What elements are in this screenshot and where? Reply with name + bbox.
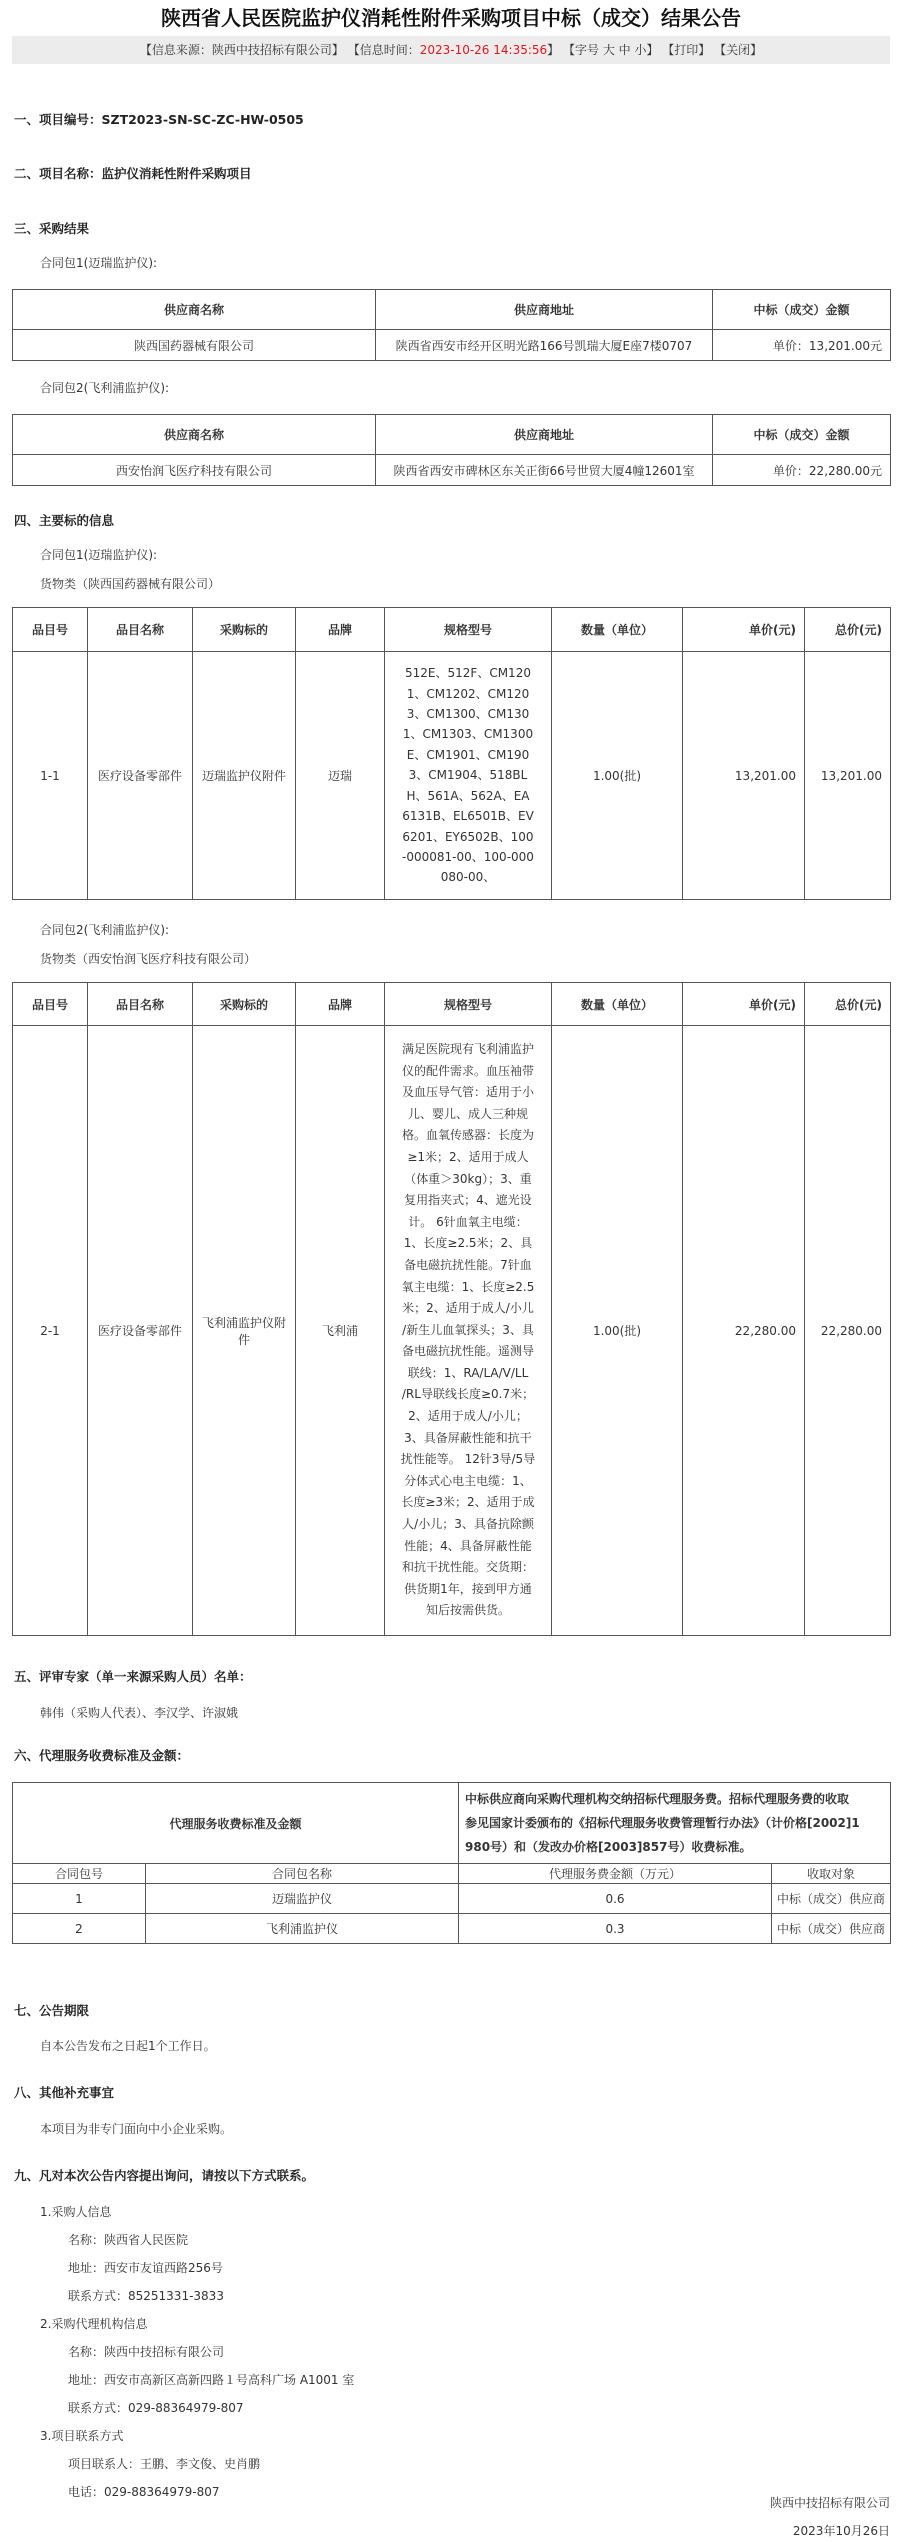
item-no: 2-1 [13, 1026, 88, 1636]
items-table-package1 [12, 607, 891, 900]
table-row [13, 455, 891, 486]
info-bar [12, 36, 890, 64]
col-target: 采购标的 [193, 608, 296, 652]
section-agency-fee: 六、代理服务收费标准及金额： [14, 1748, 190, 1763]
col-charge-target: 收取对象 [772, 1864, 891, 1884]
section-project-name: 二、项目名称：监护仪消耗性附件采购项目 [14, 166, 252, 181]
item-price: 13,201.00 [683, 652, 805, 900]
info-source: 【信息来源：陕西中技招标有限公司】 [139, 43, 344, 57]
fee-standard-text: 中标供应商向采购代理机构交纳招标代理服务费。招标代理服务费的收取 参见国家计委颁布的《招标代理服务收费管理暂行办法》（计价格[2002]1 980号）和（发改办价格[2003]857号）收费标准。 [459, 1783, 891, 1864]
col-item-name: 品目名称 [88, 608, 193, 652]
result-table-package1 [12, 289, 891, 361]
col-total: 总价(元) [805, 608, 891, 652]
agent-address: 地址：西安市高新区高新四路１号高科广场 A1001 室 [68, 2373, 355, 2387]
fee-table [12, 1782, 891, 1944]
footer-org: 陕西中技招标有限公司 [769, 2496, 890, 2510]
other-matters-text: 本项目为非专门面向中小企业采购。 [40, 2122, 233, 2136]
package2-label-items: 合同包2(飞利浦监护仪): [40, 923, 170, 937]
col-spec: 规格型号 [385, 608, 552, 652]
item-spec: 512E、512F、CM120 1、CM1202、CM120 3、CM1300、CM130 1、CM1303、CM1300 E、CM1901、CM190 3、CM1904、518BL H、561A、562A、EA 6131B、EL6501B、EV 6201、EY6502B、100 -000081-00、100-000 080-00、 [385, 652, 552, 900]
section-project-number: 一、项目编号：SZT2023-SN-SC-ZC-HW-0505 [14, 112, 304, 127]
agent-name: 名称：陕西中技招标有限公司 [68, 2345, 225, 2359]
col-brand: 品牌 [296, 608, 385, 652]
col-supplier-address: 供应商地址 [376, 415, 713, 455]
close-link[interactable]: 【关闭】 [714, 43, 763, 57]
section-main-items: 四、主要标的信息 [14, 513, 115, 528]
item-total: 22,280.00 [805, 1026, 891, 1636]
table-row: 2 飞利浦监护仪 0.3 中标（成交）供应商 [13, 1914, 891, 1944]
col-bid-amount: 中标（成交）金额 [713, 290, 891, 330]
fee-standard-label: 代理服务收费标准及金额 [13, 1783, 459, 1864]
col-supplier-address: 供应商地址 [376, 290, 713, 330]
project-contact-person: 项目联系人：王鹏、李文俊、史肖鹏 [68, 2457, 261, 2471]
col-qty: 数量（单位） [552, 608, 683, 652]
page-title: 陕西省人民医院监护仪消耗性附件采购项目中标（成交）结果公告 [161, 6, 741, 30]
print-link[interactable]: 【打印】 [662, 43, 711, 57]
result-table-package2 [12, 414, 891, 486]
item-name: 医疗设备零部件 [88, 652, 193, 900]
col-fee-amount: 代理服务费金额（万元） [459, 1864, 772, 1884]
buyer-phone: 联系方式：85251331-3833 [68, 2289, 224, 2303]
col-total: 总价(元) [805, 983, 891, 1026]
supplier-address: 陕西省西安市碑林区东关正街66号世贸大厦4幢12601室 [376, 455, 713, 486]
col-qty: 数量（单位） [552, 983, 683, 1026]
col-supplier-name: 供应商名称 [13, 290, 376, 330]
col-spec: 规格型号 [385, 983, 552, 1026]
buyer-title: 1.采购人信息 [40, 2205, 112, 2219]
agent-phone: 联系方式：029-88364979-807 [68, 2401, 244, 2415]
agent-title: 2.采购代理机构信息 [40, 2317, 148, 2331]
col-item-no: 品目号 [13, 608, 88, 652]
col-package-no: 合同包号 [13, 1864, 146, 1884]
footer-date: 2023年10月26日 [792, 2524, 890, 2538]
section-other-matters: 八、其他补充事宜 [14, 2085, 115, 2100]
item-target: 飞利浦监护仪附 件 [193, 1026, 296, 1636]
item-name: 医疗设备零部件 [88, 1026, 193, 1636]
section-experts: 五、评审专家（单一来源采购人员）名单： [14, 1669, 252, 1684]
info-time-value: 2023-10-26 14:35:56 [419, 43, 548, 57]
supplier-name: 陕西国药器械有限公司 [13, 330, 376, 361]
goods2-label: 货物类（西安怡润飞医疗科技有限公司） [40, 952, 257, 966]
bid-amount: 单价：22,280.00元 [713, 455, 891, 486]
col-bid-amount: 中标（成交）金额 [713, 415, 891, 455]
item-qty: 1.00(批) [552, 652, 683, 900]
col-price: 单价(元) [683, 983, 805, 1026]
item-brand: 迈瑞 [296, 652, 385, 900]
item-spec: 满足医院现有飞利浦监护 仪的配件需求。血压袖带 及血压导气管：适用于小 儿、婴儿、成人三种规 格。血氧传感器：长度为 ≥1米；2、适用于成人 （体重＞30kg）；3、重 复用指夹式；4、遮光设 计。 6针血氧主电缆： 1、长度≥2.5米；2、具 备电磁抗扰性能。7针血 氧主电缆：1、长度≥2.5 米；2、适用于成人/小儿 /新生儿血氧探头；3、具 备电磁抗扰性能。遥测导 联线：1、RA/LA/V/LL /RL导联线长度≥0.7米； 2、适用于成人/小儿； 3、具备屏蔽性能和抗干 扰性能等。 12针3导/5导 分体式心电主电缆：1、 长度≥3米；2、适用于成 人/小儿；3、具备抗除颤 性能；4、具备屏蔽性能 和抗干扰性能。交货期： 供货期1年，接到甲方通 知后按需供货。 [385, 1026, 552, 1636]
package1-label: 合同包1(迈瑞监护仪): [40, 256, 158, 270]
buyer-address: 地址：西安市友谊西路256号 [68, 2261, 223, 2275]
col-item-name: 品目名称 [88, 983, 193, 1026]
goods1-label: 货物类（陕西国药器械有限公司） [40, 577, 221, 591]
col-target: 采购标的 [193, 983, 296, 1026]
item-qty: 1.00(批) [552, 1026, 683, 1636]
item-no: 1-1 [13, 652, 88, 900]
project-contact-title: 3.项目联系方式 [40, 2429, 124, 2443]
item-total: 13,201.00 [805, 652, 891, 900]
package1-label-items: 合同包1(迈瑞监护仪): [40, 548, 158, 562]
supplier-address: 陕西省西安市经开区明光路166号凯瑞大厦E座7楼0707 [376, 330, 713, 361]
items-table-package2 [12, 982, 891, 1636]
font-size-selector[interactable]: 【字号 大 中 小】 [563, 43, 659, 57]
bid-amount: 单价：13,201.00元 [713, 330, 891, 361]
experts-list: 韩伟（采购人代表）、李汉学、许淑娥 [40, 1706, 239, 1720]
col-package-name: 合同包名称 [146, 1864, 459, 1884]
info-time-suffix: 】 [547, 43, 560, 57]
section-contact: 九、凡对本次公告内容提出询问，请按以下方式联系。 [14, 2168, 315, 2183]
item-target: 迈瑞监护仪附件 [193, 652, 296, 900]
item-price: 22,280.00 [683, 1026, 805, 1636]
supplier-name: 西安怡润飞医疗科技有限公司 [13, 455, 376, 486]
table-row: 1 迈瑞监护仪 0.6 中标（成交）供应商 [13, 1884, 891, 1914]
buyer-name: 名称：陕西省人民医院 [68, 2233, 189, 2247]
table-row [13, 652, 891, 900]
project-contact-phone: 电话：029-88364979-807 [68, 2485, 220, 2499]
table-row [13, 330, 891, 361]
item-brand: 飞利浦 [296, 1026, 385, 1636]
info-time-label: 【信息时间： [347, 43, 420, 57]
table-row [13, 1026, 891, 1636]
col-brand: 品牌 [296, 983, 385, 1026]
col-price: 单价(元) [683, 608, 805, 652]
col-item-no: 品目号 [13, 983, 88, 1026]
section-notice-period: 七、公告期限 [14, 2003, 90, 2018]
package2-label: 合同包2(飞利浦监护仪): [40, 381, 170, 395]
col-supplier-name: 供应商名称 [13, 415, 376, 455]
section-procurement-result: 三、采购结果 [14, 221, 90, 236]
notice-period-text: 自本公告发布之日起1个工作日。 [40, 2039, 216, 2053]
